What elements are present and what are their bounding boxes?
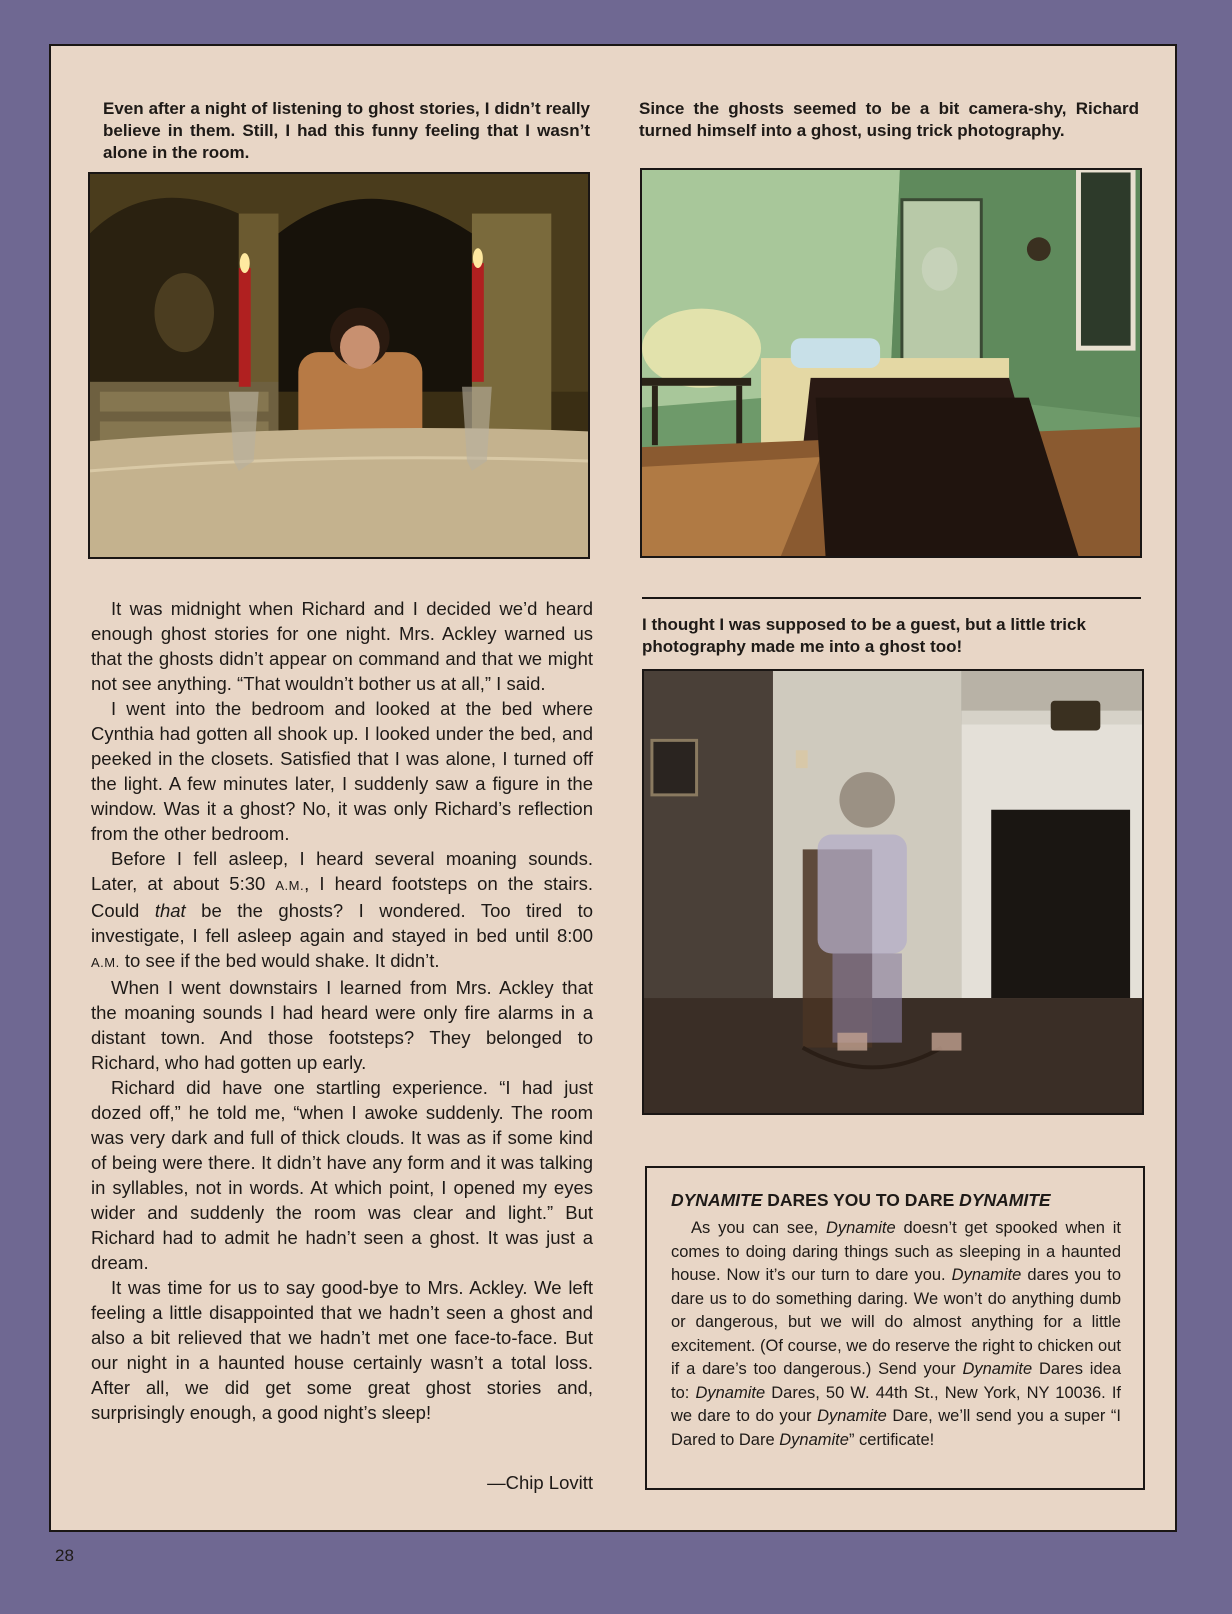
article-text: to see if the bed would shake. It didn’t.: [124, 950, 440, 971]
article-paragraph: It was midnight when Richard and I decided we’d heard enough ghost stories for one night. Mrs. Ackley warned us that the ghosts didn’t appear on command and that we might not see anything. “That wouldn’t bother us at all,” I said.: [91, 598, 593, 694]
dares-title-text: DARES YOU TO DARE: [767, 1190, 955, 1210]
article-body: [91, 596, 593, 1425]
dares-box-title: [671, 1189, 1121, 1211]
time-suffix: A.M.: [275, 878, 305, 893]
dares-text: Dares idea to:: [671, 1360, 1121, 1402]
dares-text: Dares, 50 W. 44th St., New York, NY 10036. If we dare to do your: [671, 1383, 1122, 1425]
section-divider: [642, 597, 1141, 599]
article-paragraph: When I went downstairs I learned from Mrs. Ackley that the moaning sounds I had heard were only fire alarms in a distant town. And those footsteps? They belonged to Richard, who had gotten up early.: [91, 977, 593, 1073]
caption-bedroom: Since the ghosts seemed to be a bit camera-shy, Richard turned himself into a ghost, using trick photography.: [639, 99, 1139, 140]
byline: —Chip Lovitt: [487, 1472, 593, 1493]
dynamite-brand: Dynamite: [695, 1383, 766, 1402]
dynamite-brand: Dynamite: [951, 1266, 1022, 1284]
dares-text: As you can see,: [691, 1219, 819, 1237]
dynamite-brand: Dynamite: [817, 1407, 887, 1425]
emphasis-that: that: [154, 900, 186, 921]
page-number: 28: [55, 1546, 74, 1565]
photo-candlelit-table: [88, 172, 590, 559]
caption-candles: Even after a night of listening to ghost stories, I didn’t really believe in them. Still, I had this funny feeling that I wasn’t alone in the room.: [103, 99, 590, 162]
article-text: , I heard footsteps on the stairs. Could: [91, 873, 593, 921]
article-paragraph: Richard did have one startling experience. “I had just dozed off,” he told me, “when I awoke suddenly. The room was very dark and full of thick clouds. It was as if some kind of being were there. It didn’t have any form and it was talking in syllables, not in words. At which point, I opened my eyes wider and suddenly the room was clear and light.” But Richard had to admit he hadn’t seen a ghost. It was just a dream.: [91, 1077, 593, 1273]
dares-box-text: [671, 1217, 1121, 1452]
dares-text: dares you to dare us to do something daring. We won’t do anything dumb or dangerous, but we will do almost anything for a little excitement. (Of course, we do reserve the right to chicken out if a dare’s too dangerous.) Send your: [671, 1266, 1121, 1378]
caption-fireplace: I thought I was supposed to be a guest, but a little trick photography made me into a ghost too!: [642, 615, 1086, 656]
photo-ghost-rocking-chair: [642, 669, 1144, 1115]
article-text: Before I fell asleep, I heard several moaning sounds. Later, at about 5:30: [91, 848, 593, 894]
time-suffix: A.M.: [91, 955, 120, 970]
dynamite-brand: DYNAMITE: [671, 1190, 763, 1210]
dynamite-brand: Dynamite: [962, 1360, 1033, 1378]
dynamite-brand: DYNAMITE: [959, 1190, 1051, 1210]
article-text: be the ghosts? I wondered. Too tired to investigate, I fell asleep again and stayed in bed until 8:00: [91, 900, 594, 946]
article-paragraph: [91, 846, 593, 975]
dynamite-brand: Dynamite: [779, 1430, 849, 1449]
dares-text: Dare, we’ll send you a super “I Dared to Dare: [671, 1407, 1122, 1449]
dynamite-dares-box: [645, 1166, 1145, 1490]
article-paragraph: It was time for us to say good-bye to Mrs. Ackley. We left feeling a little disappointed that we hadn’t seen a ghost and also a bit relieved that we hadn’t met one face-to-face. But our night in a haunted house certainly wasn’t a total loss. After all, we did get some great ghost stories and, surprisingly enough, a good night’s sleep!: [91, 1277, 593, 1423]
dares-text: doesn’t get spooked when it comes to doing daring things such as sleeping in a haunted house. Now it’s our turn to dare you.: [671, 1219, 1121, 1284]
photo-green-bedroom: [640, 168, 1142, 558]
article-paragraph: I went into the bedroom and looked at the bed where Cynthia had gotten all shook up. I looked under the bed, and peeked in the closets. Satisfied that I was alone, I turned off the light. A few minutes later, I suddenly saw a figure in the window. Was it a ghost? No, it was only Richard’s reflection from the other bedroom.: [91, 698, 593, 844]
dares-text: ” certificate!: [848, 1430, 935, 1449]
dynamite-brand: Dynamite: [825, 1219, 896, 1237]
